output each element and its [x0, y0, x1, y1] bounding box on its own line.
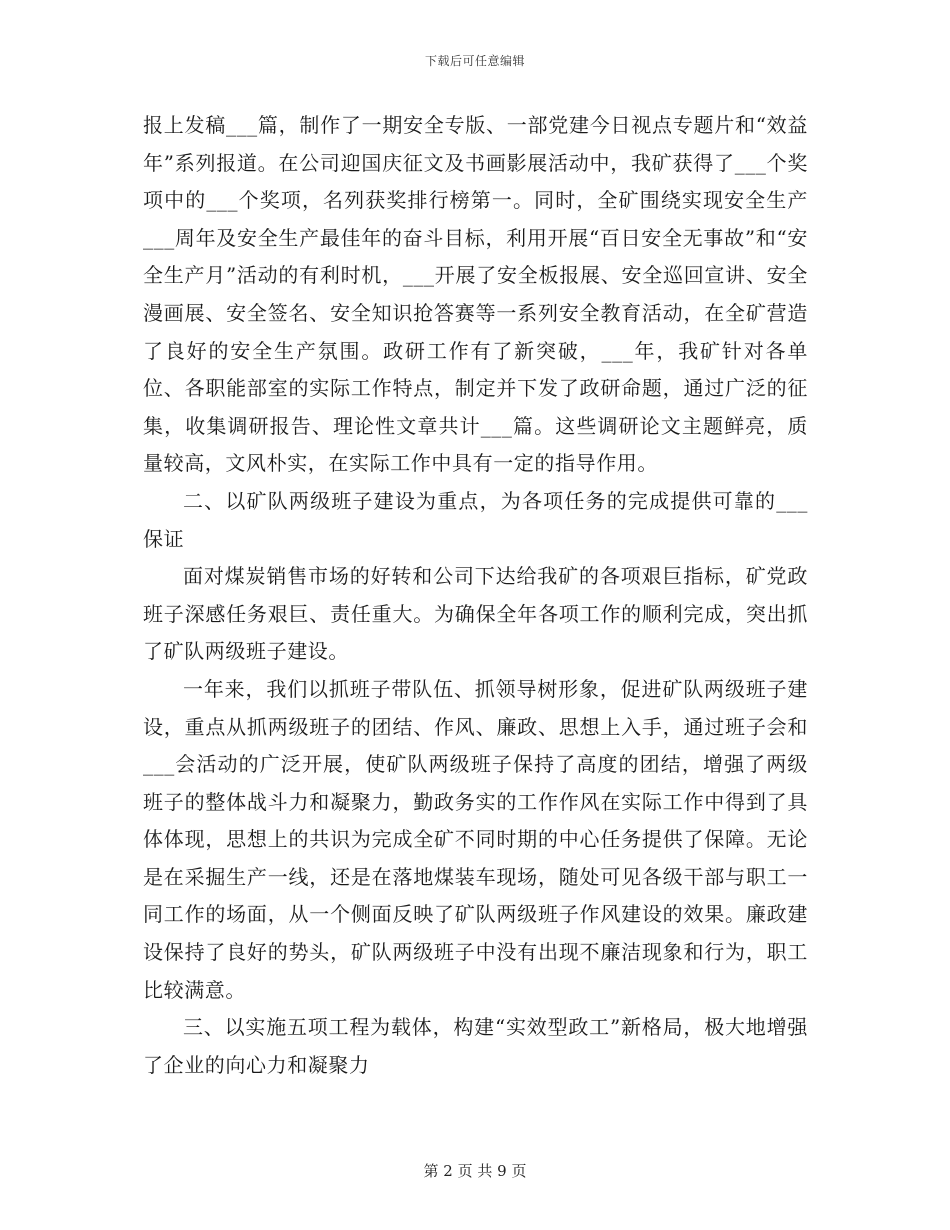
section-heading-3: 三、以实施五项工程为载体，构建“实效型政工”新格局，极大地增强了企业的向心力和凝聚力 — [143, 1015, 808, 1077]
page-header: 下载后可任意编辑 — [424, 54, 525, 68]
page-number-footer: 第 2 页 共 9 页 — [423, 1162, 527, 1180]
body-paragraph: 一年来，我们以抓班子带队伍、抓领导树形象，促进矿队两级班子建设，重点从抓两级班子的团结、作风、廉政、思想上入手，通过班子会和___会活动的广泛开展，使矿队两级班子保持了高度的团结，增强了两级班子的整体战斗力和凝聚力，勤政务实的工作作风在实际工作中得到了具体体现，思想上的共识为完成全矿不同时期的中心任务提供了保障。无论是在采掘生产一线，还是在落地煤装车现场，随处可见各级干部与职工一同工作的场面，从一个侧面反映了矿队两级班子作风建设的效果。廉政建设保持了良好的势头，矿队两级班子中没有出现不廉洁现象和行为，职工比较满意。 — [143, 676, 808, 1002]
document-body — [143, 107, 808, 1084]
body-paragraph-continued: 报上发稿___篇，制作了一期安全专版、一部党建今日视点专题片和“效益年”系列报道。在公司迎国庆征文及书画影展活动中，我矿获得了___个奖项中的___个奖项，名列获奖排行榜第一。同时，全矿围绕实现安全生产___周年及安全生产最佳年的奋斗目标，利用开展“百日安全无事故”和“安全生产月”活动的有利时机，___开展了安全板报展、安全巡回宣讲、安全漫画展、安全签名、安全知识抢答赛等一系列安全教育活动，在全矿营造了良好的安全生产氛围。政研工作有了新突破，___年，我矿针对各单位、各职能部室的实际工作特点，制定并下发了政研命题，通过广泛的征集，收集调研报告、理论性文章共计___篇。这些调研论文主题鲜亮，质量较高，文风朴实，在实际工作中具有一定的指导作用。 — [143, 113, 808, 476]
body-paragraph: 面对煤炭销售市场的好转和公司下达给我矿的各项艰巨指标，矿党政班子深感任务艰巨、责任重大。为确保全年各项工作的顺利完成，突出抓了矿队两级班子建设。 — [143, 564, 808, 664]
section-heading-2: 二、以矿队两级班子建设为重点，为各项任务的完成提供可靠的___保证 — [143, 488, 808, 551]
